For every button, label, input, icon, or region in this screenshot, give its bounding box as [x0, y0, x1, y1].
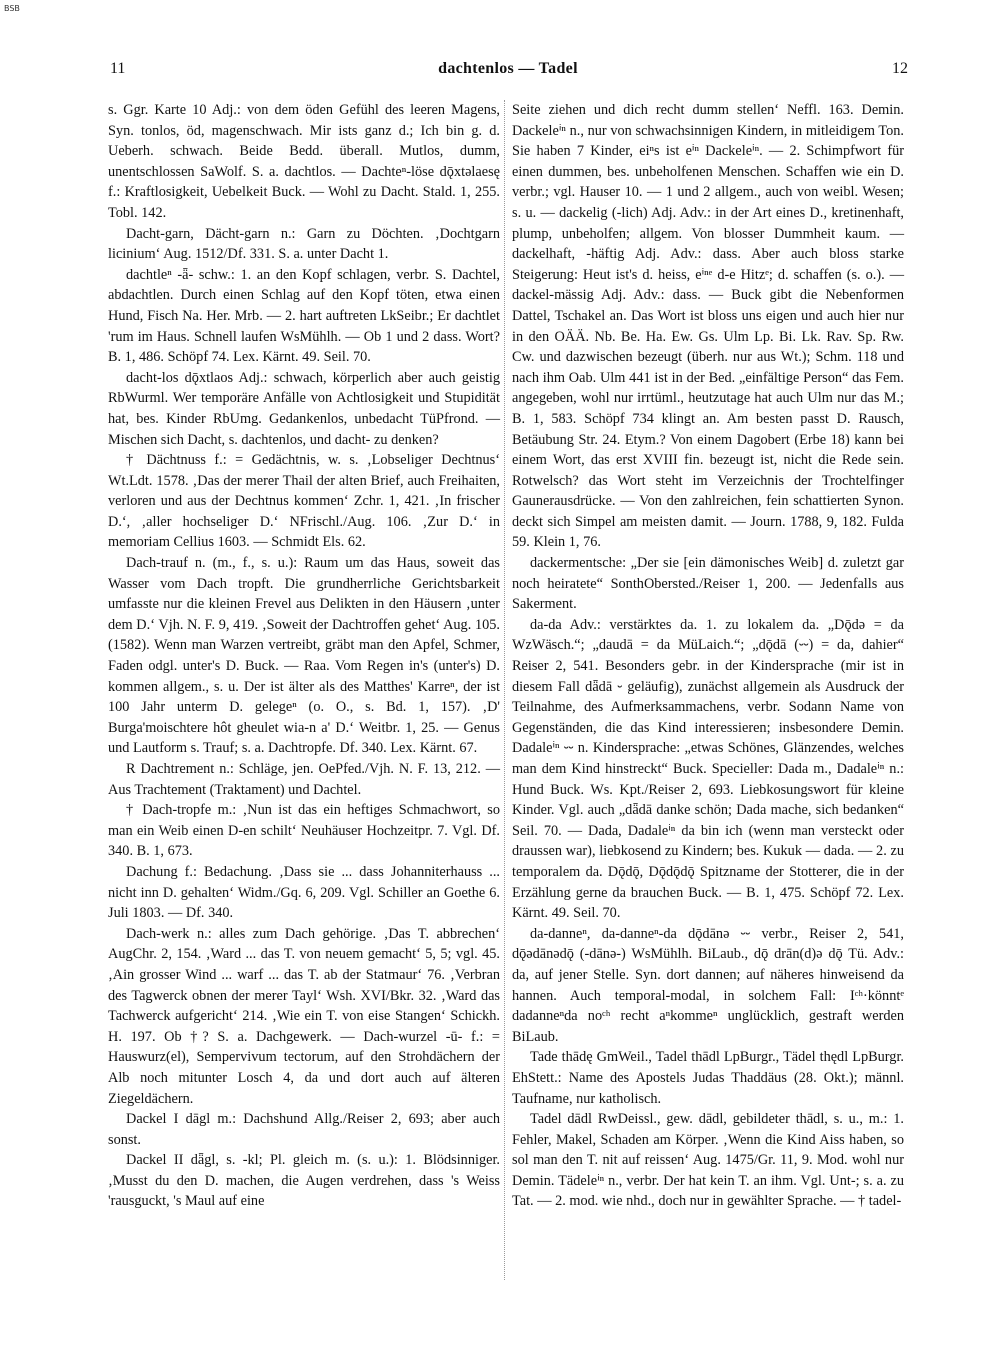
entry-dackel-continued: Seite ziehen und dich recht dumm stellen‘ Neffl. 163. Demin. Dackeleⁱⁿ n., nur von schwachsinnigen Kindern, in mitleidigem Ton. Sie haben 7 Kinder, eiⁿs ist eⁱⁿ Dackeleⁱⁿ. — 2. Schimpfwort für einen dummen, bes. unbeholfenen Menschen. Schaffen wie ein D. verbr.; vgl. Hauser 10. — 1 und 2 allgem., auch von weibl. Wesen; s. u. — dackelig (-lich) Adj. Adv.: in der Art eines D., kretinenhaft, plump, unbeholfen; allgem. Von blosser Dummheit kaum. — dackelhaft, -häftig Adj. Adv.: dass. Aber auch bloss starke Steigerung: Heut ist's d. heiss, eⁱⁿᵉ d-e Hitzᵉ; d. schaffen (s. o.). — dackel-mässig Adj. Adv.: dass. — Buck gibt die Nebenformen Dattel, Tschakel an. Das Wort ist bloss uns eigen und auch hier nur in den OÄÄ. Nb. Be. Ha. Ew. Gs. Ulm Lp. Bi. Lk. Rav. Sp. Rw. Cw. und dazwischen bezeugt (überh. nur aus Wt.); Schm. 118 und nach ihm Oab. Ulm 441 ist in der Bed. „einfältige Person“ das Fem. angegeben, wohl nur irrtüml., heutzutage hat auch Ulm nur das M.; B. 1, 583. Schöpf 734 klingt an. Am besten passt D. Rausch, Betäubung Str. 24. Etym.? Von einem Dagobert (Erbe 18) kann bei einem Wort, das erst XVIII fin. bezeugt ist, nicht die Rede sein. Rotwelsch? das Wort steht im Verzeichnis der Trochtelfinger Gaunerausdrücke. — Von den zahlreichen, fein schattierten Synon. deckt sich Simpel am meisten damit. — Journ. 1788, 9, 182. Fulda 59. Klein 1, 76.	[512, 102, 904, 551]
entry-dach-tropfe: † Dach-tropfe m.: ‚Nun ist das ein heftiges Schmachwort, so man ein Weib einen D-en schilt‘ Neuhäuser Hochzeitpr. 7. Vgl. Df. 340. B. 1, 673.	[108, 802, 500, 860]
page-title: dachtenlos — Tadel	[438, 60, 578, 77]
entry-dacht-garn: Dacht-garn, Dächt-garn n.: Garn zu Döchten. ‚Dochtgarn licinium‘ Aug. 1512/Df. 331. S. a. unter Dacht 1.	[108, 225, 500, 263]
entry-dackel-i: Dackel I dāgl m.: Dachshund Allg./Reiser 2, 693; aber auch sonst.	[108, 1111, 500, 1148]
entry-tade: Tade thādę GmWeil., Tadel thādl LpBurgr., Tädel thędl LpBurgr. EhStett.: Name des Apostels Judas Thaddäus (28. Okt.); männl. Taufname, nur katholisch.	[512, 1049, 904, 1107]
entry-dackermentsche: dackermentsche: „Der sie [ein dämonisches Weib] d. zuletzt gar noch heiratete“ SonthObersted./Reiser 1, 200. — Jedenfalls aus Sakerment.	[512, 555, 904, 613]
entry-dachtrement: R Dachtrement n.: Schläge, jen. OePfed./Vjh. N. F. 13, 212. — Aus Trachtement (Traktament) und Dachtel.	[108, 761, 500, 798]
running-header	[108, 60, 908, 82]
entry-dach-trauf: Dach-trauf n. (m., f., s. u.): Raum um das Haus, soweit das Wasser vom Dach tropft. Die grundherrliche Gerichtsbarkeit umfasste nur die kleinen Frevel aus Delikten in den Häusern ‚unter dem D.‘ Vjh. N. F. 9, 419. ‚Soweit der Dachtroffen gehet‘ Aug. 105. (1582). Wenn man Warzen vertreibt, gräbt man den Apfel, Schmer, Faden odgl. unter's D. Buck. — Raa. Vom Regen in's (unter's) D. kommen allgem., s. u. Der ist älter als des Matthes' Karreⁿ, der ist 100 Jahr unterm D. gelegeⁿ (o. O., s. Bd. 1, 157). ‚D' Burga'moischtere hôt gheulet wia-n a' D.‘ Weitbr. 1, 25. — Genus und Lautform s. Trauf; s. a. Dachtropfe. Df. 340. Lex. Kärnt. 67.	[108, 555, 500, 757]
entry-dackel-ii: Dackel II dǟgl, s. -kl; Pl. gleich m. (s. u.): 1. Blödsinniger. ‚Musst du den D. machen, die Augen verdrehen, dass 's Weiss 'rausguckt, 's Maul auf eine	[108, 1152, 500, 1210]
entry-da-dannen: da-danneⁿ, da-danneⁿ-da dǭdānə ⏑⏑ verbr., Reiser 2, 541, dǭədānədǭ (-dānə-) WsMühlh. BiLaub., dǭ drān(d)ə dǭ Tü. Adv.: da, auf jener Stelle. Syn. dort dannen; auf näheres hinweisend da hannen. Auch temporal-modal, in solchem Fall: Iᶜʰ·könntᵉ dadanneⁿda noᶜʰ recht aⁿkommeⁿ unglücklich, gestraft werden BiLaub.	[512, 925, 904, 1045]
entry-dachtenlos-continued: s. Ggr. Karte 10 Adj.: von dem öden Gefühl des leeren Magens, Syn. tonlos, öd, magenschwach. Mir ists ganz d.; Ich bin g. d. Ueberh. schwach. Beide Bedd. überall. Mutlos, dumm, unentschlossen SaWolf. S. a. dachtlos. — Dachteⁿ-löse dǭxtəlaesę f.: Kraftlosigkeit, Uebelkeit Buck. — Wohl zu Dacht. Stald. 1, 255. Tobl. 142.	[108, 102, 500, 221]
entry-da-da: da-da Adv.: verstärktes da. 1. zu lokalem da. „Dǭdə = da WzWäsch.“; „daudā = da MüLaich.“; „dǭdā (⏑⏑) = da, dahier“ Reiser 2, 541. Besonders gebr. in der Kindersprache (mir ist in diesem Fall dǟdā ⏑ geläufig), zunächst allgemein als Ausdruck der Teilnahme, des Aufmerksammachens, verbr. Sodann Name von Gegenständen, die das Kind interessieren; insbesondere Demin. Dadaleⁱⁿ ⏑⏑ n. Kindersprache: „etwas Schönes, Glänzendes, welches man dem Kind hinstreckt“ Buck. Specieller: Dada m., Dadaleⁱⁿ n.: Hund Buck. Ws. Kpt./Reiser 2, 693. Liebkosungswort für kleine Kinder. Vgl. auch „dǟdā danke schön; Dada mache, sich bedanken“ Seil. 70. — Dada, Dadaleⁱⁿ da bin ich (wenn man versteckt oder draussen war), liebkosend zu Kindern; bes. Kukuk — dada. — 2. zu temporalem da. Dǭdǭ, Dǭdǭdǭ Spitzname der Stotterer, die in der Erzählung gerne da brauchen Buck. — B. 1, 475. Schöpf 72. Lex. Kärnt. 49. Seil. 70.	[512, 616, 904, 922]
entry-daechtnuss: † Dächtnuss f.: = Gedächtnis, w. s. ‚Lobseliger Dechtnus‘ Wt.Ldt. 1578. ‚Das der merer Thail der alten Brief, auch Freihaiten, verloren und aus der Dechtnus kommen‘ Zchr. 1, 421. ‚In frischer D.‘, ‚aller hochseliger D.‘ NFrischl./Aug. 106. ‚Zur D.‘ in memoriam Cellius 1603. — Schmidt Els. 62.	[108, 452, 500, 551]
column-divider	[504, 100, 505, 1280]
left-column	[108, 100, 500, 1212]
entry-dach-werk: Dach-werk n.: alles zum Dach gehörige. ‚Das T. abbrechen‘ AugChr. 2, 154. ‚Ward ... das T. von neuem gemacht‘ 5, 5; vgl. 45. ‚Ain grosser Wind ... warf ... das T. ab der Statmaur‘ 76. ‚Verbran des Tagwerck obnen der merer Tayl‘ Wsh. XVI/Bkr. 32. ‚Ward das Tachwerck aufgericht‘ 214. ‚Wie ein T. von eise Stangen‘ Schickh. H. 197. Ob †? S. a. Dachgewerk. — Dach-wurzel -ū- f.: = Hauswurz(el), Sempervivum tectorum, auf den Strohdächern der Alb noch mitunter Losch 4, da und dort auch auf älteren Ziegeldächern.	[108, 925, 500, 1107]
entry-dacht-los: dacht-los dǭxtlaos Adj.: schwach, körperlich aber auch geistig RbWurml. Wer temporäre Anfälle von Achtlosigkeit und Stupidität hat, bes. Kinder RbUmg. Gedankenlos, unbedacht TüPfrond. — Mischen sich Dacht, s. dachtenlos, und dacht- zu denken?	[108, 369, 500, 448]
entry-dachung: Dachung f.: Bedachung. ‚Dass sie ... dass Johanniterhauss ... nicht inn D. gehalten‘ Widm./Gq. 6, 209. Vgl. Schiller an Goethe 6. Juli 1803. — Df. 340.	[108, 863, 500, 922]
library-stamp: BSB	[4, 4, 20, 13]
entry-tadel: Tadel dādl RwDeissl., gew. dādl, gebildeter thādl, s. u., m.: 1. Fehler, Makel, Schaden am Körper. ‚Wenn die Kind Aiss haben, so sol man den T. nit auf reissen‘ Aug. 1475/Gr. 11, 9. Mod. wohl nur Demin. Tädeleⁱⁿ n., verbr. Der hat kein T. an ihm. Vgl. Unt-; s. a. zu Tat. — 2. mod. wie nhd., doch nur in gewählter Sprache. — † tadel-	[512, 1111, 904, 1210]
page-number-left: 11	[110, 60, 126, 77]
page-number-right: 12	[892, 60, 908, 77]
right-column	[512, 100, 904, 1212]
entry-dachtlen: dachtleⁿ -ǟ- schw.: 1. an den Kopf schlagen, verbr. S. Dachtel, abdachtlen. Durch einen Schlag auf den Kopf töten, etwa einen Hund, Fisch Na. Her. Mrb. — 2. hart auftreten LkSeibr.; Er dachtlet 'rum im Haus. Schnell laufen WsMühlh. — Ob 1 und 2 dass. Wort? B. 1, 486. Schöpf 74. Lex. Kärnt. 49. Seil. 70.	[108, 266, 500, 366]
